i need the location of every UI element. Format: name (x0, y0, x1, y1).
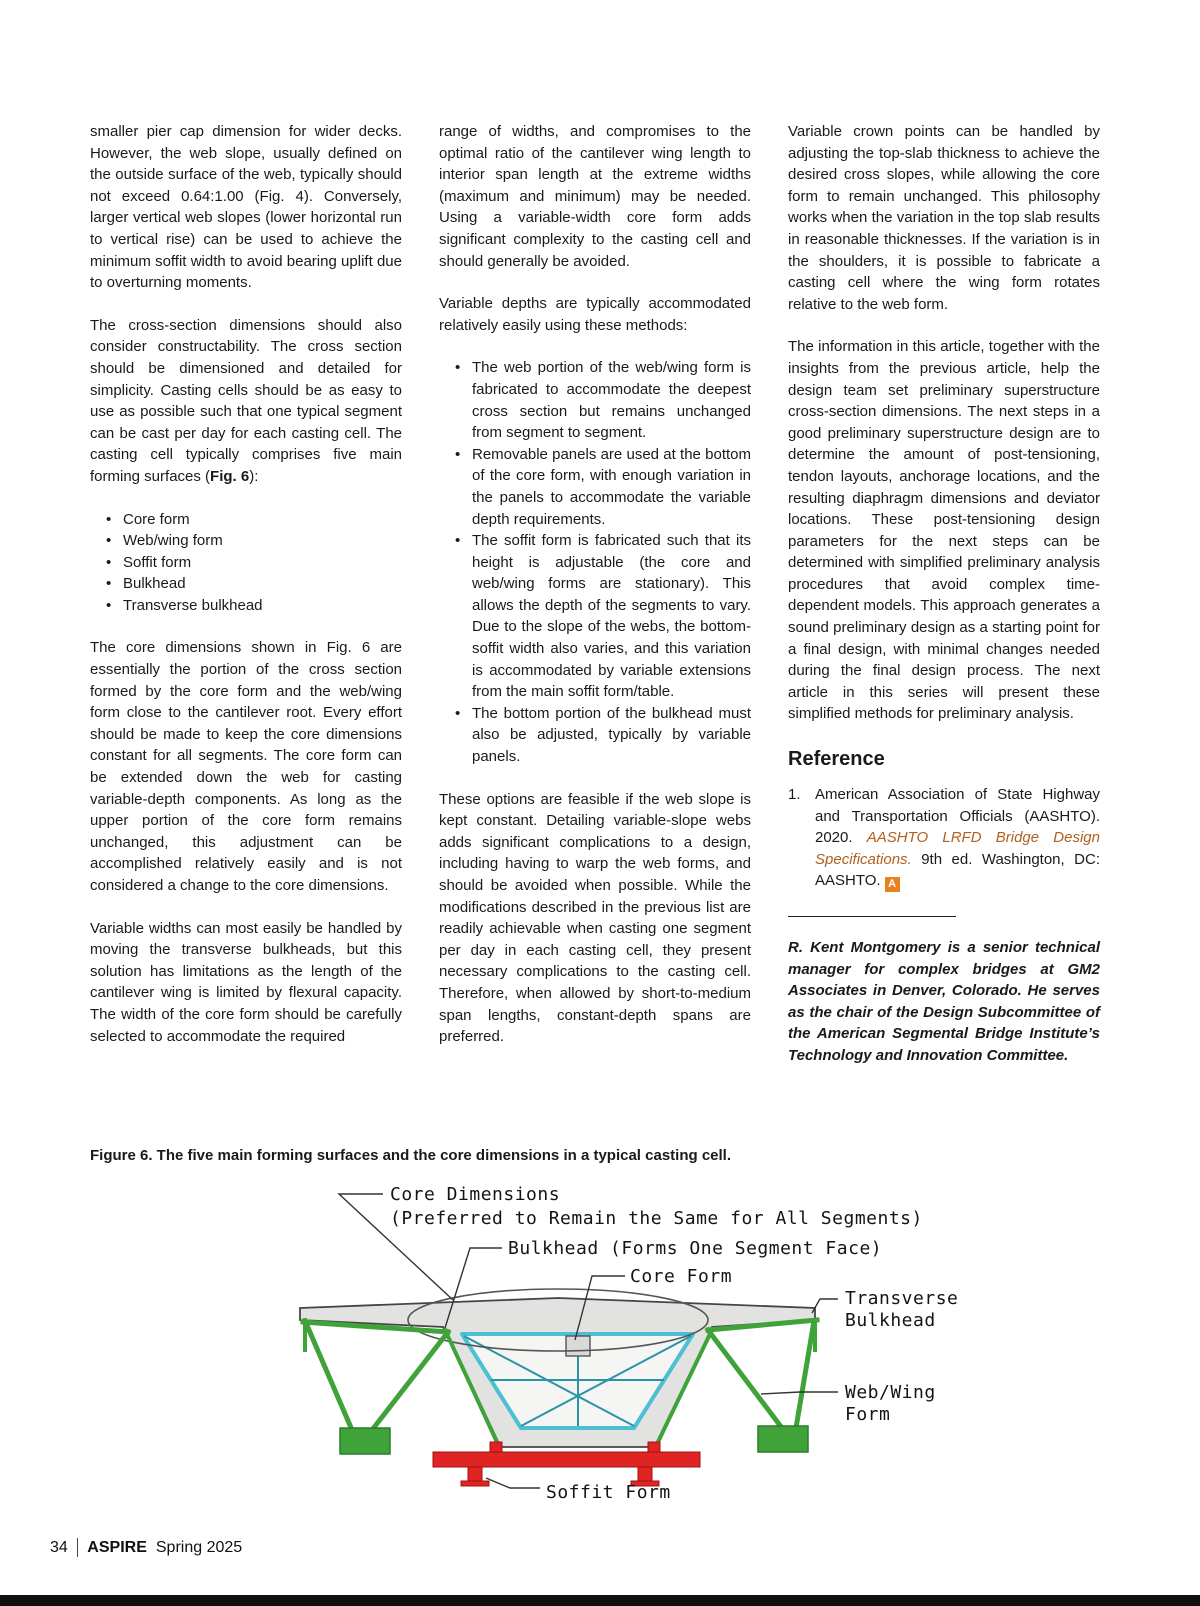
column-1 (90, 121, 402, 1088)
page-footer (50, 1538, 242, 1557)
reference-text (815, 784, 1100, 892)
label-bulkhead: Bulkhead (Forms One Segment Face) (508, 1238, 883, 1259)
casting-cell-diagram (240, 1180, 1000, 1525)
label-transverse-bulkhead-line2: Bulkhead (845, 1310, 936, 1331)
issue-name: Spring 2025 (155, 1538, 243, 1556)
label-soffit-form: Soffit Form (546, 1482, 671, 1503)
variable-depth-methods-list (439, 357, 751, 767)
reference-title: AASHTO LRFD Bridge Design Specifications. (815, 829, 1100, 868)
list-item: • The web portion of the web/wing form is fabricated to accommodate the deepest cross section but remains unchanged from segment to segment. (439, 357, 751, 443)
reference-number: 1. (788, 786, 801, 804)
list-item: • Core form (90, 509, 402, 531)
label-web-wing-form-line1: Web/Wing (845, 1382, 936, 1403)
paragraph (90, 315, 402, 488)
reference-item (788, 784, 1100, 892)
reference-heading: Reference (788, 748, 885, 771)
paragraph: The core dimensions shown in Fig. 6 are essentially the portion of the cross section formed by the core form and the web/wing form close to the cantilever root. Every effort should be made to keep the core dimensions constant for all segments. The core form can be extended down the web for casting variable-depth components. As long as the upper portion of the core form remains unchanged, this adjustment can be accomplished relatively easily and is not considered a change to the core dimensions. (90, 639, 402, 894)
reference-publisher: 9th ed. Washington, DC: AASHTO. (815, 850, 1100, 890)
figure-caption: Figure 6. The five main forming surfaces and the core dimensions in a typical casting cell. (90, 1147, 732, 1164)
list-item: • The soffit form is fabricated such that its height is adjustable (the core and web/wing forms are stationary). This allows the depth of the segments to vary. Due to the slope of the webs, the bottom-soffit width also varies, and this variation is accommodated by variable extensions from the main soffit form/table. (439, 530, 751, 703)
reference-authors: American Association of State Highway and Transportation Officials (AASHTO). 2020. (815, 786, 1100, 847)
paragraph: The information in this article, together with the insights from the previous article, help the design team set preliminary superstructure cross-section dimensions. The next steps in a good preliminary superstructure design are to determine the amount of post-tensioning, tendon layouts, anchorage locations, and the resulting diaphragm dimensions and deviator locations. These post-tensioning design parameters for the next steps can be determined with simplified preliminary analysis procedures that avoid complex time-dependent models. This approach generates a sound preliminary design as a starting point for a final design, with minimal changes needed during the final design process. The next article in this series will present these simplified methods for preliminary analysis. (788, 338, 1100, 723)
list-item: • Web/wing form (90, 530, 402, 552)
paragraph: smaller pier cap dimension for wider decks. However, the web slope, usually defined on the outside surface of the web, typically should not exceed 0.64:1.00 (Fig. 4). Conversely, larger vertical web slopes (lower horizontal run to vertical rise) can be used to achieve the minimum soffit width to avoid bearing uplift due to overturning moments. (90, 123, 402, 292)
author-bio: R. Kent Montgomery is a senior technical manager for complex bridges at GM2 Associates in Denver, Colorado. He serves as the chair of the Design Subcommittee of the American Segmental Bridge Institute’s Technology and Innovation Committee. (788, 939, 1100, 1064)
magazine-name: ASPIRE (87, 1538, 147, 1556)
paragraph: range of widths, and compromises to the optimal ratio of the cantilever wing length to interior span length at the extreme widths (maximum and minimum) may be needed. Using a variable-width core form adds significant complexity to the casting cell and should generally be avoided. (439, 123, 751, 270)
article-columns (90, 121, 1100, 1088)
paragraph: Variable depths are typically accommodated relatively easily using these methods: (439, 295, 751, 334)
column-2 (439, 121, 751, 1088)
aspire-end-of-article-icon: A (885, 877, 900, 892)
paragraph: These options are feasible if the web slope is kept constant. Detailing variable-slope webs adds significant complications to a design, including having to warp the web forms, and should be avoided when possible. While the modifications described in the previous list are readily achievable when casting one segment per day in each casting cell, they present necessary complications to the casting cell. Therefore, when allowed by short-to-medium span lengths, constant-depth spans are preferred. (439, 790, 751, 1046)
label-transverse-bulkhead-line1: Transverse (845, 1288, 959, 1309)
footer-divider (77, 1538, 79, 1557)
label-core-form: Core Form (630, 1266, 733, 1287)
label-core-dimensions: Core Dimensions (390, 1184, 561, 1205)
page-number: 34 (50, 1538, 68, 1556)
list-item: • Transverse bulkhead (90, 595, 402, 617)
paragraph: Variable crown points can be handled by adjusting the top-slab thickness to achieve the desired cross slopes, while allowing the core form to remain unchanged. This philosophy works when the variation in the top slab results in reasonable thicknesses. If the variation is in the shoulders, it is possible to fabricate a casting cell where the wing form rotates relative to the web form. (788, 123, 1100, 313)
soffit-form-shape (433, 1442, 700, 1486)
list-item: • Bulkhead (90, 573, 402, 595)
paragraph-text: ): (249, 467, 259, 485)
bio-divider (788, 916, 956, 917)
list-item: • Soffit form (90, 552, 402, 574)
paragraph-text: The cross-section dimensions should also consider constructability. The cross section should be dimensioned and detailed for simplicity. Casting cells should be as easy to use as possible such that one typical segment can be cast per day for each casting cell. The casting cell typically comprises five main forming surfaces ( (90, 316, 402, 485)
fig-6-bold-ref: Fig. 6 (210, 467, 250, 485)
list-item: • The bottom portion of the bulkhead must also be adjusted, typically by variable panels. (439, 703, 751, 768)
label-core-dimensions-sub: (Preferred to Remain the Same for All Segments) (390, 1208, 923, 1229)
leader-soffit-form (486, 1478, 540, 1488)
list-item: • Removable panels are used at the bottom of the core form, with enough variation in the panels to accommodate the variable depth requirements. (439, 444, 751, 530)
paragraph: Variable widths can most easily be handled by moving the transverse bulkheads, but this solution has limitations as the length of the cantilever wing is limited by flexural capacity. The width of the core form should be carefully selected to accommodate the required (90, 919, 402, 1045)
page-bottom-bar (0, 1595, 1200, 1606)
forming-surfaces-list (90, 509, 402, 617)
column-3 (788, 121, 1100, 1088)
label-web-wing-form-line2: Form (845, 1404, 891, 1425)
